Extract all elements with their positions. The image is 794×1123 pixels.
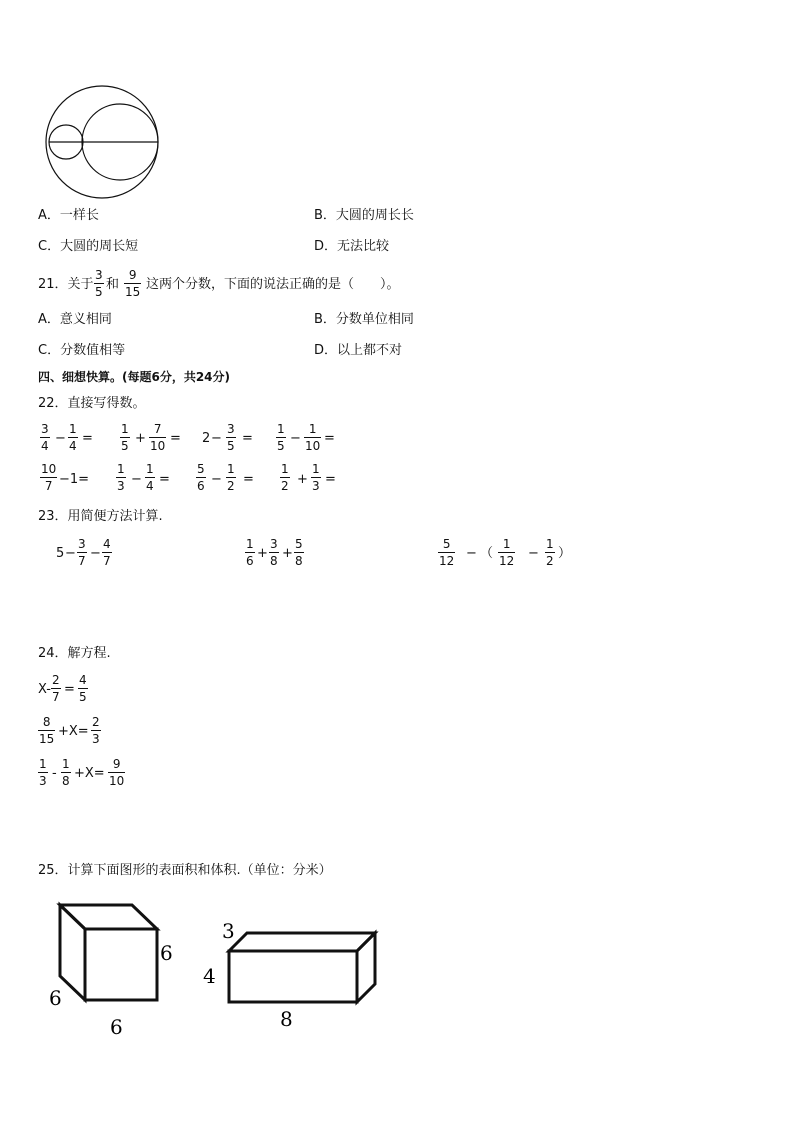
q23-e3-rparen: ）	[558, 546, 572, 561]
numerator: 1	[246, 537, 254, 551]
fraction-bar	[498, 552, 515, 553]
fraction-bar	[78, 688, 88, 689]
q23-e3-op2: −	[528, 546, 539, 561]
q22-item1-eq: =	[82, 431, 93, 446]
q23-e2-op1: +	[257, 546, 268, 561]
fraction-bar	[245, 552, 255, 553]
numerator: 4	[79, 673, 87, 687]
cuboid-top-face	[229, 933, 375, 951]
denominator: 4	[69, 439, 77, 453]
numerator: 1	[308, 422, 317, 436]
q23-e1-lead: 5	[56, 546, 65, 561]
q24-eq2-frac2	[91, 715, 101, 746]
q22-item6-op: −	[131, 472, 142, 487]
fraction-bar	[61, 772, 71, 773]
numerator: 1	[312, 462, 320, 476]
q21-frac1-numerator: 3	[95, 268, 103, 282]
q21-suffix: 这两个分数，下面的说法正确的是（ ）。	[146, 277, 400, 292]
q21-option-b: B．分数单位相同	[314, 312, 414, 327]
q20-option-c: C．大圆的周长短	[38, 239, 139, 254]
q24-eq1-lead: X-	[38, 682, 51, 697]
q22-item2-frac1	[120, 422, 130, 453]
q22-item3-frac2	[226, 422, 236, 453]
solids-figure	[40, 896, 390, 1046]
numerator: 2	[52, 673, 60, 687]
q23-e2-frac2	[269, 537, 279, 568]
q23-e1-frac2	[102, 537, 112, 568]
q23-e1-op1: −	[65, 546, 76, 561]
q20-option-d: D．无法比较	[314, 239, 390, 254]
q24-eq3-frac1	[38, 757, 48, 788]
q22-item6-frac2	[145, 462, 155, 493]
denominator: 6	[197, 479, 205, 493]
q22-item5-frac1	[40, 462, 57, 493]
q20-option-b: B．大圆的周长长	[314, 208, 414, 223]
denominator: 3	[92, 732, 100, 746]
denominator: 8	[295, 554, 303, 568]
q23-title: 23．用简便方法计算.	[38, 509, 163, 524]
denominator: 4	[41, 439, 49, 453]
numerator: 1	[121, 422, 129, 436]
cube-label-left: 6	[49, 986, 62, 1010]
numerator: 7	[153, 422, 162, 436]
fraction-bar	[38, 730, 55, 731]
q22-item7-frac2	[226, 462, 236, 493]
q23-e3-lparen: （	[480, 546, 494, 561]
denominator: 5	[121, 439, 129, 453]
numerator: 4	[103, 537, 111, 551]
q22-item7-op: −	[211, 472, 222, 487]
fraction-bar	[40, 477, 57, 478]
q22-item3-lead: 2	[202, 431, 211, 446]
fraction-bar	[438, 552, 455, 553]
numerator: 1	[546, 537, 554, 551]
fraction-bar	[269, 552, 279, 553]
cuboid-label-length: 8	[280, 1007, 293, 1031]
q21-option-a: A．意义相同	[38, 312, 112, 327]
q22-item6-eq: =	[159, 472, 170, 487]
fraction-bar	[149, 437, 166, 438]
fraction-bar	[120, 437, 130, 438]
q21-option-d: D．以上都不对	[314, 343, 403, 358]
numerator: 1	[281, 462, 289, 476]
denominator: 7	[52, 690, 60, 704]
q23-e1-op2: −	[90, 546, 101, 561]
numerator: 3	[41, 422, 49, 436]
cube-label-right: 6	[160, 941, 173, 965]
denominator: 2	[281, 479, 289, 493]
denominator: 3	[39, 774, 47, 788]
q21-fraction-1	[94, 268, 104, 299]
q24-eq3-frac3	[108, 757, 125, 788]
q21-mid: 和	[106, 277, 120, 292]
q24-title: 24．解方程.	[38, 646, 111, 661]
q22-item7-frac1	[196, 462, 206, 493]
fraction-bar	[145, 477, 155, 478]
q23-e3-frac1	[438, 537, 455, 568]
q22-item8-op: +	[297, 472, 308, 487]
numerator: 1	[227, 462, 235, 476]
denominator: 10	[305, 439, 321, 453]
q23-e1-frac1	[77, 537, 87, 568]
q24-eq1-eq: =	[64, 682, 75, 697]
q21-fraction-2	[124, 268, 141, 299]
q22-item8-eq: =	[325, 472, 336, 487]
q22-item3-op: −	[211, 431, 222, 446]
fraction-bar	[91, 730, 101, 731]
numerator: 1	[502, 537, 511, 551]
denominator: 10	[150, 439, 166, 453]
denominator: 15	[39, 732, 55, 746]
numerator: 1	[146, 462, 154, 476]
numerator: 5	[197, 462, 205, 476]
numerator: 2	[92, 715, 100, 729]
denominator: 3	[117, 479, 125, 493]
fraction-bar	[280, 477, 290, 478]
q22-item4-eq: =	[324, 431, 335, 446]
numerator: 1	[69, 422, 77, 436]
fraction-bar	[196, 477, 206, 478]
numerator: 3	[78, 537, 86, 551]
numerator: 1	[62, 757, 70, 771]
q22-item6-frac1	[116, 462, 126, 493]
section4-title: 四、细想快算。(每题6分，共24分)	[38, 370, 231, 384]
q24-eq3-frac2	[61, 757, 71, 788]
numerator: 5	[295, 537, 303, 551]
q22-item8-frac1	[280, 462, 290, 493]
cuboid-label-height: 4	[203, 964, 216, 988]
denominator: 2	[546, 554, 554, 568]
q23-e2-frac3	[294, 537, 304, 568]
fraction-bar	[226, 437, 236, 438]
q24-eq2-mid: +X=	[58, 724, 89, 739]
denominator: 5	[277, 439, 285, 453]
numerator: 8	[42, 715, 51, 729]
fraction-bar	[38, 772, 48, 773]
denominator: 6	[246, 554, 254, 568]
cube-label-bottom: 6	[110, 1015, 123, 1039]
fraction-bar	[116, 477, 126, 478]
denominator: 2	[227, 479, 235, 493]
cuboid-front-face	[229, 951, 357, 1002]
fraction-bar	[294, 552, 304, 553]
fraction-bar	[124, 283, 141, 284]
fraction-bar	[545, 552, 555, 553]
denominator: 5	[227, 439, 235, 453]
q21-frac1-denominator: 5	[95, 285, 103, 299]
q24-eq3-op: -	[52, 766, 57, 781]
denominator: 12	[439, 554, 455, 568]
q23-e2-frac1	[245, 537, 255, 568]
denominator: 7	[44, 479, 53, 493]
cuboid-label-depth: 3	[222, 919, 235, 943]
q22-item2-op: +	[135, 431, 146, 446]
denominator: 8	[270, 554, 278, 568]
q23-e3-frac2	[498, 537, 515, 568]
fraction-bar	[304, 437, 321, 438]
numerator: 3	[227, 422, 235, 436]
q22-item1-frac1	[40, 422, 50, 453]
denominator: 5	[79, 690, 87, 704]
fraction-bar	[40, 437, 50, 438]
denominator: 12	[499, 554, 515, 568]
denominator: 10	[109, 774, 125, 788]
cube-left-face	[60, 905, 85, 1000]
q21-frac2-denominator: 15	[125, 285, 141, 299]
q20-option-a: A．一样长	[38, 208, 99, 223]
q23-e3-frac3	[545, 537, 555, 568]
fraction-bar	[51, 688, 61, 689]
fraction-bar	[77, 552, 87, 553]
q21-option-c: C．分数值相等	[38, 343, 126, 358]
numerator: 1	[277, 422, 285, 436]
q22-item4-frac2	[304, 422, 321, 453]
numerator: 9	[112, 757, 121, 771]
denominator: 7	[103, 554, 111, 568]
denominator: 8	[62, 774, 70, 788]
q25-title: 25．计算下面图形的表面积和体积.（单位：分米）	[38, 863, 332, 878]
q24-eq3-mid: +X=	[74, 766, 105, 781]
numerator: 1	[39, 757, 47, 771]
numerator: 1	[117, 462, 125, 476]
fraction-bar	[311, 477, 321, 478]
numerator: 3	[270, 537, 278, 551]
q24-eq1-frac2	[78, 673, 88, 704]
q24-eq2-frac1	[38, 715, 55, 746]
q22-item2-eq: =	[170, 431, 181, 446]
numerator: 5	[442, 537, 451, 551]
q22-item8-frac2	[311, 462, 321, 493]
q22-item5-tail: −1=	[59, 472, 90, 487]
q22-item1-frac2	[68, 422, 78, 453]
q22-item3-eq: =	[242, 431, 253, 446]
denominator: 7	[78, 554, 86, 568]
q22-title: 22．直接写得数。	[38, 396, 146, 411]
fraction-bar	[226, 477, 236, 478]
cube-front-face	[85, 929, 157, 1000]
fraction-bar	[68, 437, 78, 438]
q23-e3-op1: −	[466, 546, 477, 561]
denominator: 3	[312, 479, 320, 493]
q22-item2-frac2	[149, 422, 166, 453]
q22-item4-frac1	[276, 422, 286, 453]
fraction-bar	[94, 283, 104, 284]
q21-prefix: 21．关于	[38, 277, 94, 292]
denominator: 4	[146, 479, 154, 493]
fraction-bar	[108, 772, 125, 773]
fraction-bar	[276, 437, 286, 438]
fraction-bar	[102, 552, 112, 553]
q22-item7-eq: =	[243, 472, 254, 487]
q24-eq1-frac1	[51, 673, 61, 704]
numerator: 10	[41, 462, 57, 476]
q23-e2-op2: +	[282, 546, 293, 561]
q22-item1-op: −	[55, 431, 66, 446]
cuboid-right-face	[357, 933, 375, 1002]
q21-frac2-numerator: 9	[128, 268, 137, 282]
q22-item4-op: −	[290, 431, 301, 446]
circles-figure	[44, 84, 164, 200]
